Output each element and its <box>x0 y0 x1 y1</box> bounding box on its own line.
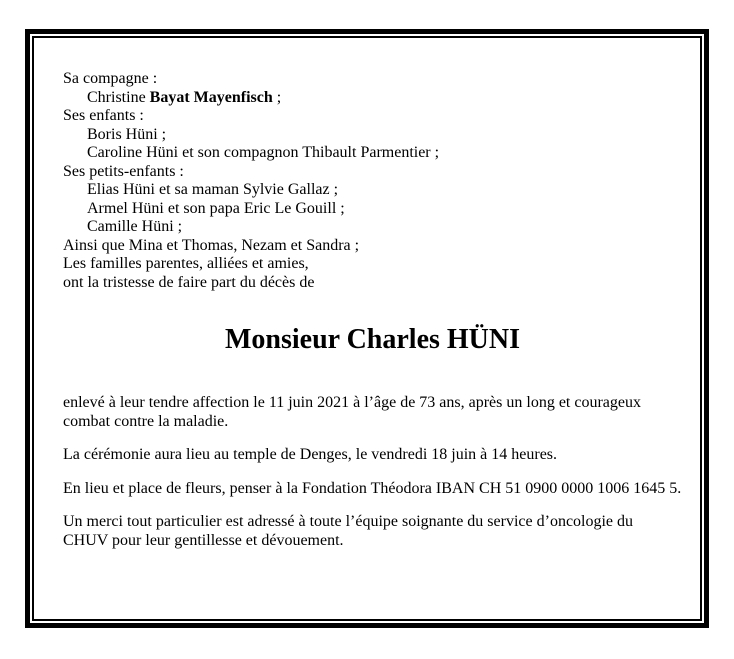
outer-border-frame <box>25 29 709 628</box>
family-line-text: Camille Hüni ; <box>87 218 183 235</box>
family-line-text: Sa compagne : <box>63 70 158 87</box>
family-line <box>63 144 682 163</box>
family-line <box>63 107 682 126</box>
family-line-text: Caroline Hüni et son compagnon Thibault Parmentier ; <box>87 144 440 161</box>
family-line-text: Armel Hüni et son papa Eric Le Gouill ; <box>87 199 345 217</box>
paragraph-line: En lieu et place de fleurs, penser à la Fondation Théodora IBAN CH 51 0900 0000 1006 1645 5. <box>63 479 682 497</box>
family-line <box>63 181 682 200</box>
family-line <box>63 70 682 89</box>
family-line-text: Ses enfants : <box>63 107 144 124</box>
family-line <box>63 218 682 237</box>
family-line <box>63 237 682 256</box>
family-line <box>63 163 682 182</box>
paragraph-line: La cérémonie aura lieu au temple de Denges, le vendredi 18 juin à 14 heures. <box>63 446 558 463</box>
paragraph-line: enlevé à leur tendre affection le 11 juin 2021 à l’âge de 73 ans, après un long et courageux <box>63 394 641 411</box>
announcement-paragraph <box>63 513 682 550</box>
family-line-text: Ainsi que Mina et Thomas, Nezam et Sandra ; <box>63 236 360 254</box>
family-line-text: Ses petits-enfants : <box>63 162 184 180</box>
inner-border-frame <box>32 36 702 621</box>
paragraph-line: CHUV pour leur gentillesse et dévouement. <box>63 531 344 549</box>
family-line-text: Elias Hüni et sa maman Sylvie Gallaz ; <box>87 181 339 198</box>
obituary-content <box>34 38 700 619</box>
family-line-text: ; <box>272 88 282 106</box>
deceased-name-title: Monsieur Charles HÜNI <box>224 324 521 355</box>
announcement-paragraphs <box>63 394 682 550</box>
family-line <box>63 89 682 108</box>
family-line-text: ont la tristesse de faire part du décès de <box>63 273 315 291</box>
family-line-text: Boris Hüni ; <box>87 125 167 143</box>
announcement-paragraph <box>63 446 682 465</box>
family-name-bold: Bayat Mayenfisch <box>149 88 273 106</box>
family-line <box>63 126 682 145</box>
paragraph-line: Un merci tout particulier est adressé à toute l’équipe soignante du service d’oncologie du <box>63 513 634 530</box>
family-line <box>63 200 682 219</box>
family-line <box>63 255 682 274</box>
family-list <box>63 70 682 292</box>
paragraph-line: combat contre la maladie. <box>63 412 229 430</box>
family-line <box>63 274 682 293</box>
family-line-text: Christine <box>87 88 150 106</box>
family-line-text: Les familles parentes, alliées et amies, <box>63 255 309 272</box>
announcement-paragraph <box>63 394 682 431</box>
announcement-paragraph <box>63 480 682 499</box>
